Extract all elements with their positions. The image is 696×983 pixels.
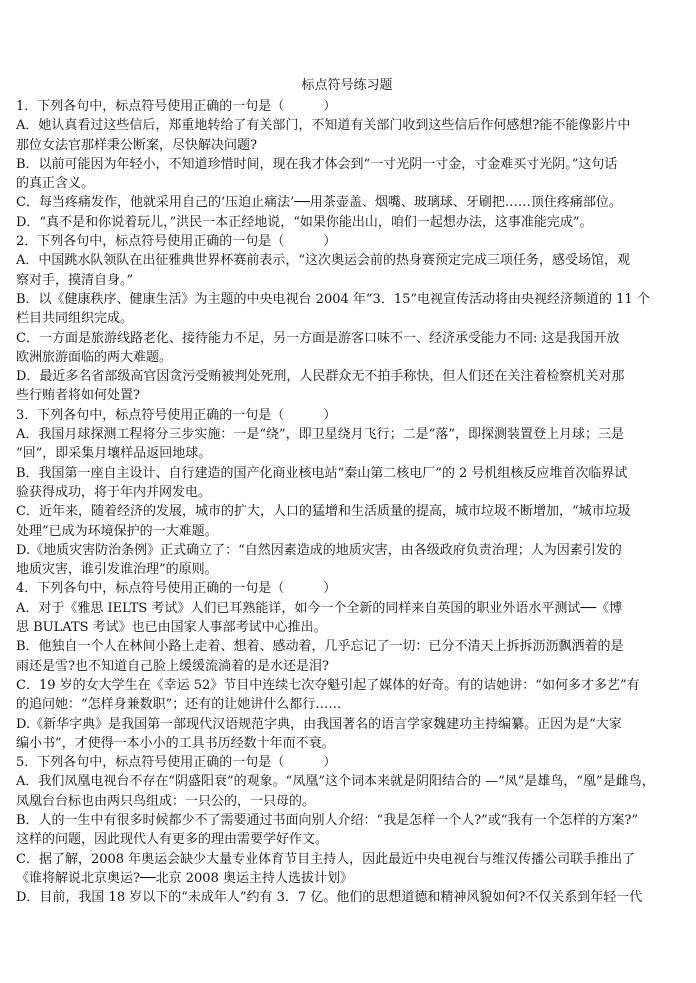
text-line: A．对于《雅思 IELTS 考试》人们已耳熟能详，如今一个全新的同样来自英国的职业外语水平测试──《博 (16, 600, 623, 616)
text-line: C．每当疼痛发作，他就采用自己的‘压迫止痛法’──用茶壶盖、烟嘴、玻璃球、牙刷把……顶住疼痛部位。 (16, 195, 622, 211)
text-line: 《谁将解说北京奥运?──北京 2008 奥运主持人选拔计划》 (16, 870, 353, 886)
text-line: C．近年来，随着经济的发展，城市的扩大，人口的猛增和生活质量的提高，城市垃圾不断增加，“城市垃圾 (16, 504, 631, 520)
text-line: D.《新华字典》是我国第一部现代汉语规范字典，由我国著名的语言学家魏建功主持编纂。正因为是“大家 (16, 716, 622, 732)
text-line: A．她认真看过这些信后，郑重地转给了有关部门，不知道有关部门收到这些信后作何感想?能不能像影片中 (16, 118, 631, 134)
text-line: 雨还是雪?也不知道自己脸上缓缓流淌着的是水还是泪? (16, 658, 329, 674)
text-line: A．中国跳水队领队在出征雅典世界杯赛前表示，“这次奥运会前的热身赛预定完成三项任务，感受场馆，观 (16, 253, 631, 269)
text-line: C．19 岁的女大学生在《幸运 52》节目中连续七次夺魁引起了媒体的好奇。有的诘她讲：“如何多才多艺”有 (16, 677, 640, 693)
text-line: 些行贿者将如何处置? (16, 388, 140, 404)
text-line: 凤凰台台标也由两只鸟组成：一只公的，一只母的。 (16, 793, 316, 809)
page-title: 标点符号练习题 (301, 78, 393, 93)
text-line: 思 BULATS 考试》也已由国家人事部考试中心推出。 (16, 620, 327, 636)
text-line: D.《地质灾害防治条例》正式确立了：“自然因素造成的地质灾害，由各级政府负责治理；人为因素引发的 (16, 542, 622, 558)
text-line: C．据了解，2008 年奥运会缺少大量专业体育节目主持人，因此最近中央电视台与维汉传播公司联手推出了 (16, 851, 636, 867)
text-line: 这样的问题，因此现代人有更多的理由需要学好作文。 (16, 832, 329, 848)
text-line: 栏目共同组织完成。 (16, 311, 134, 327)
text-line: “回”，即采集月壤样品返回地球。 (16, 446, 212, 462)
text-line: 编小书”，才使得一本小小的工具书历经数十年而不衰。 (16, 735, 335, 751)
text-line: B．以《健康秩序、健康生活》为主题的中央电视台 2004 年“3．15”电视宣传活动将由央视经济频道的 11 个 (16, 291, 650, 307)
text-line: B．人的一生中有很多时候都少不了需要通过书面向别人介绍：“我是怎样一个人?”或“我有一个怎样的方案?” (16, 812, 639, 828)
text-line: 5．下列各句中，标点符号使用正确的一句是（ ） (16, 755, 337, 771)
text-line: D．目前，我国 18 岁以下的“未成年人”约有 3．7 亿。他们的思想道德和精神风貌如何?不仅关系到年轻一代 (16, 890, 643, 906)
text-line: 的真正含义。 (16, 176, 95, 192)
worksheet-body (16, 97, 678, 907)
text-line: C．一方面是旅游线路老化、接待能力不足，另一方面是游客口味不一、经济承受能力不同: 这是我国开放 (16, 330, 620, 346)
text-line: 验获得成功，将于年内并网发电。 (16, 484, 212, 500)
text-line: 欧洲旅游面临的两大难题。 (16, 349, 173, 365)
text-line: 地质灾害，谁引发谁治理”的原则。 (16, 562, 218, 578)
text-line: 4．下列各句中，标点符号使用正确的一句是（ ） (16, 581, 337, 597)
text-line: 的追问她：“怎样身兼数职”；还有的让她讲什么都行…… (16, 697, 342, 713)
text-line: D．“真不是和你说着玩儿，”洪民一本正经地说，“如果你能出山，咱们一起想办法，这事准能完成”。 (16, 214, 593, 230)
text-line: 察对手，摸清自身。” (16, 272, 134, 288)
text-line: D．最近多名省部级高官因贪污受贿被判处死刑，人民群众无不拍手称快，但人们还在关注着检察机关对那 (16, 369, 625, 385)
text-line: A．我们凤凰电视台不存在“阴盛阳衰”的观象。“凤凰”这个词本来就是阴阳结合的 —“凤”是雄鸟，“凰”是雌鸟， (16, 774, 655, 790)
text-line: 3．下列各句中，标点符号使用正确的一句是（ ） (16, 407, 337, 423)
text-line: 处理”已成为环境保护的一大难题。 (16, 523, 218, 539)
text-line: 2．下列各句中，标点符号使用正确的一句是（ ） (16, 234, 337, 250)
text-line: B．以前可能因为年轻小，不知道珍惜时间，现在我才体会到“一寸光阴一寸金，寸金难买寸光阴。”这句话 (16, 156, 618, 172)
text-line: B．他独自一个人在林间小路上走着、想着、感动着，几乎忘记了一切：已分不清天上拆拆沥沥飘洒着的是 (16, 639, 624, 655)
text-line: A．我国月球探测工程将分三步实施：一是“绕”，即卫星绕月飞行；二是“落”，即探测装置登上月球；三是 (16, 427, 624, 443)
text-line: 1．下列各句中，标点符号使用正确的一句是（ ） (16, 99, 337, 114)
text-line: B．我国第一座自主设计、自行建造的国产化商业核电站“秦山第二核电厂”的 2 号机组核反应堆首次临界试 (16, 465, 628, 481)
text-line: 那位女法官那样秉公断案，尽快解决问题? (16, 137, 257, 153)
